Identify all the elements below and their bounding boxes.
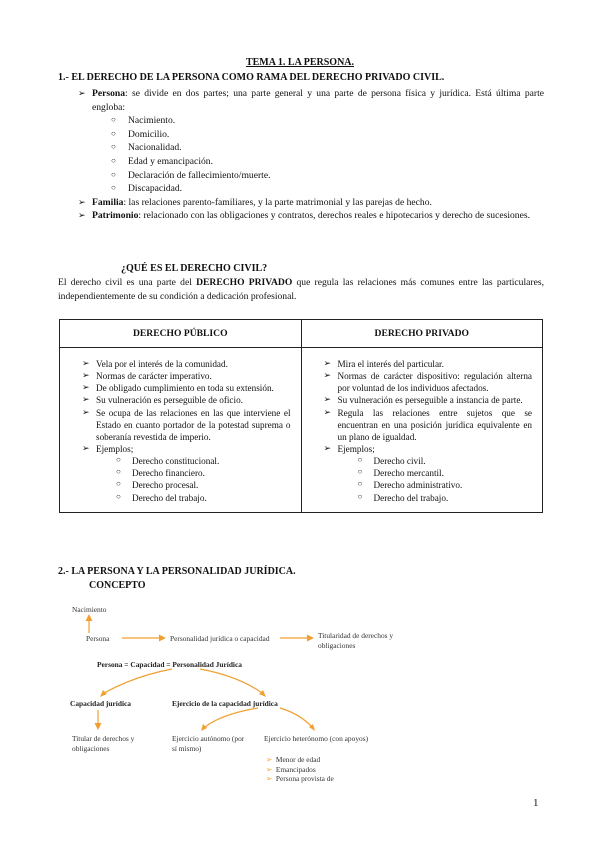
header-derecho-publico: DERECHO PÚBLICO bbox=[60, 320, 302, 348]
example-text: Derecho mercantil. bbox=[373, 468, 444, 479]
circle-bullet-icon: ○ bbox=[111, 128, 116, 138]
diagram-persona: Persona bbox=[86, 634, 110, 643]
item-text: Su vulneración es perseguible de oficio. bbox=[96, 395, 243, 406]
arrowhead-icon bbox=[159, 635, 166, 642]
circle-bullet-icon: ○ bbox=[357, 467, 363, 477]
arrow-bullet-icon: ➢ bbox=[82, 382, 90, 393]
item-text: : relacionado con las obligaciones y contratos, derechos reales e hipotecarios y derecho de sucesiones. bbox=[138, 210, 530, 222]
term-label: Persona bbox=[92, 88, 126, 99]
circle-bullet-icon: ○ bbox=[111, 115, 116, 125]
arrow-bullet-icon: ➢ bbox=[323, 394, 332, 405]
arrow-bullet-icon: ➢ bbox=[82, 442, 90, 453]
sub-item-text: Discapacidad. bbox=[128, 183, 183, 195]
sub-item-text: Persona provista de bbox=[275, 774, 334, 784]
item-text: : las relaciones parento-familiares, y la parte matrimonial y las parejas de hecho. bbox=[123, 196, 432, 208]
diagram-personalidad: Personalidad jurídica o capacidad bbox=[170, 634, 270, 643]
circle-bullet-icon: ○ bbox=[357, 455, 363, 465]
circle-bullet-icon: ○ bbox=[116, 467, 121, 477]
example-text: Derecho administrativo. bbox=[373, 480, 463, 491]
para-bold-text: DERECHO PRIVADO bbox=[196, 277, 293, 288]
arrow-bullet-icon: ➢ bbox=[323, 442, 332, 453]
arrow-bullet-icon: ➢ bbox=[323, 370, 332, 381]
para-text: que regula las relaciones más comunes entre las particulares, independientemente de su condición a dedicación profesional. bbox=[58, 277, 544, 302]
sub-item-text: Emancipados bbox=[275, 764, 316, 774]
arrow-bullet-icon: ➢ bbox=[266, 764, 273, 774]
item-text: Se ocupa de las relaciones en las que interviene el Estado en cuanto portador de la potestad suprema o soberanía revestida de imperio. bbox=[96, 407, 291, 442]
arrow-bullet-icon: ➢ bbox=[266, 774, 273, 784]
item-text: Su vulneración es perseguible a instancia de parte. bbox=[337, 395, 523, 406]
arrow-bullet-icon: ➢ bbox=[266, 755, 273, 764]
diagram-titular: Titular de derechos y obligaciones bbox=[72, 734, 135, 753]
sub-item-text: Domicilio. bbox=[128, 128, 170, 140]
diagram-equation: Persona = Capacidad = Personalidad Jurídica bbox=[97, 660, 242, 669]
arrow-to-autonomo bbox=[205, 708, 258, 727]
page-number: 1 bbox=[533, 797, 539, 809]
civil-heading: ¿QUÉ ES EL DERECHO CIVIL? bbox=[121, 263, 268, 274]
sub-item-text: Nacimiento. bbox=[128, 115, 176, 127]
item-text: Normas de carácter imperativo. bbox=[96, 371, 212, 382]
circle-bullet-icon: ○ bbox=[111, 183, 116, 193]
arrowhead-icon bbox=[307, 635, 314, 642]
arrow-to-heteronomo bbox=[280, 708, 312, 727]
circle-bullet-icon: ○ bbox=[116, 491, 121, 501]
item-text: : se divide en dos partes; una parte general y una parte de persona física y jurídica. Está última parte engloba: bbox=[92, 88, 544, 113]
example-text: Derecho constitucional. bbox=[132, 456, 220, 467]
example-text: Derecho del trabajo. bbox=[373, 492, 449, 503]
diagram-sub-item bbox=[266, 774, 334, 784]
arrow-bullet-icon: ➢ bbox=[323, 406, 332, 417]
item-text: Ejemplos; bbox=[96, 443, 134, 454]
sub-item-text: Declaración de fallecimiento/muerte. bbox=[128, 169, 271, 181]
section2-subheading: CONCEPTO bbox=[89, 580, 146, 591]
section1-heading: 1.- EL DERECHO DE LA PERSONA COMO RAMA DEL DERECHO PRIVADO CIVIL. bbox=[58, 72, 445, 83]
diagram-sub-item bbox=[266, 765, 334, 775]
circle-bullet-icon: ○ bbox=[357, 491, 363, 501]
diagram-sub-item bbox=[266, 755, 334, 765]
item-text: Vela por el interés de la comunidad. bbox=[96, 359, 228, 369]
diagram-capacidad: Capacidad jurídica bbox=[70, 699, 131, 708]
circle-bullet-icon: ○ bbox=[116, 479, 121, 489]
circle-bullet-icon: ○ bbox=[111, 142, 116, 152]
diagram-nacimiento: Nacimiento bbox=[72, 605, 107, 614]
term-label: Familia bbox=[92, 196, 124, 208]
item-text: Normas de carácter dispositivo: regulación alterna por voluntad de los individuos afectados. bbox=[337, 371, 532, 394]
para-text: El derecho civil es una parte del bbox=[58, 277, 197, 288]
arrowhead-icon bbox=[95, 723, 102, 730]
sub-item-text: Menor de edad bbox=[275, 755, 321, 764]
arrow-to-capacidad bbox=[104, 669, 172, 693]
arrow-bullet-icon: ➢ bbox=[82, 370, 90, 381]
sub-item-text: Edad y emancipación. bbox=[128, 156, 213, 168]
page-title: TEMA 1. LA PERSONA. bbox=[245, 57, 355, 68]
diagram-ejercicio: Ejercicio de la capacidad jurídica bbox=[172, 699, 278, 708]
arrowhead-icon bbox=[86, 614, 93, 621]
arrow-bullet-icon: ➢ bbox=[82, 358, 90, 368]
section2-heading: 2.- LA PERSONA Y LA PERSONALIDAD JURÍDICA. bbox=[58, 566, 296, 577]
example-text: Derecho procesal. bbox=[132, 480, 199, 491]
arrow-bullet-icon: ➢ bbox=[323, 358, 332, 368]
arrowhead-icon bbox=[100, 690, 107, 697]
arrow-bullet-icon: ➢ bbox=[78, 210, 86, 221]
item-text: Mira el interés del particular. bbox=[337, 359, 444, 369]
arrow-to-ejercicio bbox=[200, 669, 262, 693]
item-text: Ejemplos; bbox=[337, 443, 375, 454]
circle-bullet-icon: ○ bbox=[111, 156, 116, 166]
header-derecho-privado: DERECHO PRIVADO bbox=[301, 320, 543, 348]
term-label: Patrimonio bbox=[92, 210, 139, 222]
arrow-bullet-icon: ➢ bbox=[82, 394, 90, 405]
diagram-heteronomo: Ejercicio heterónomo (con apoyos) bbox=[264, 734, 369, 743]
sub-item-text: Nacionalidad. bbox=[128, 142, 182, 154]
example-text: Derecho civil. bbox=[373, 456, 426, 467]
diagram-autonomo: Ejercicio autónomo (por sí mismo) bbox=[172, 734, 245, 753]
circle-bullet-icon: ○ bbox=[357, 479, 363, 489]
arrow-bullet-icon: ➢ bbox=[82, 406, 90, 417]
arrowhead-icon bbox=[201, 724, 207, 731]
circle-bullet-icon: ○ bbox=[116, 455, 121, 465]
arrow-bullet-icon: ➢ bbox=[78, 196, 86, 207]
diagram-sub-list bbox=[266, 755, 334, 784]
diagram-titularidad: Titularidad de derechos y obligaciones bbox=[318, 631, 394, 650]
arrow-bullet-icon: ➢ bbox=[78, 88, 86, 98]
item-text: Regula las relaciones entre sujetos que se encuentran en una posición jurídica equivalente en un plano de igualdad. bbox=[337, 407, 532, 442]
example-text: Derecho financiero. bbox=[132, 468, 205, 479]
circle-bullet-icon: ○ bbox=[111, 169, 116, 179]
example-text: Derecho del trabajo. bbox=[132, 492, 207, 503]
item-text: De obligado cumplimiento en toda su extensión. bbox=[96, 383, 274, 394]
